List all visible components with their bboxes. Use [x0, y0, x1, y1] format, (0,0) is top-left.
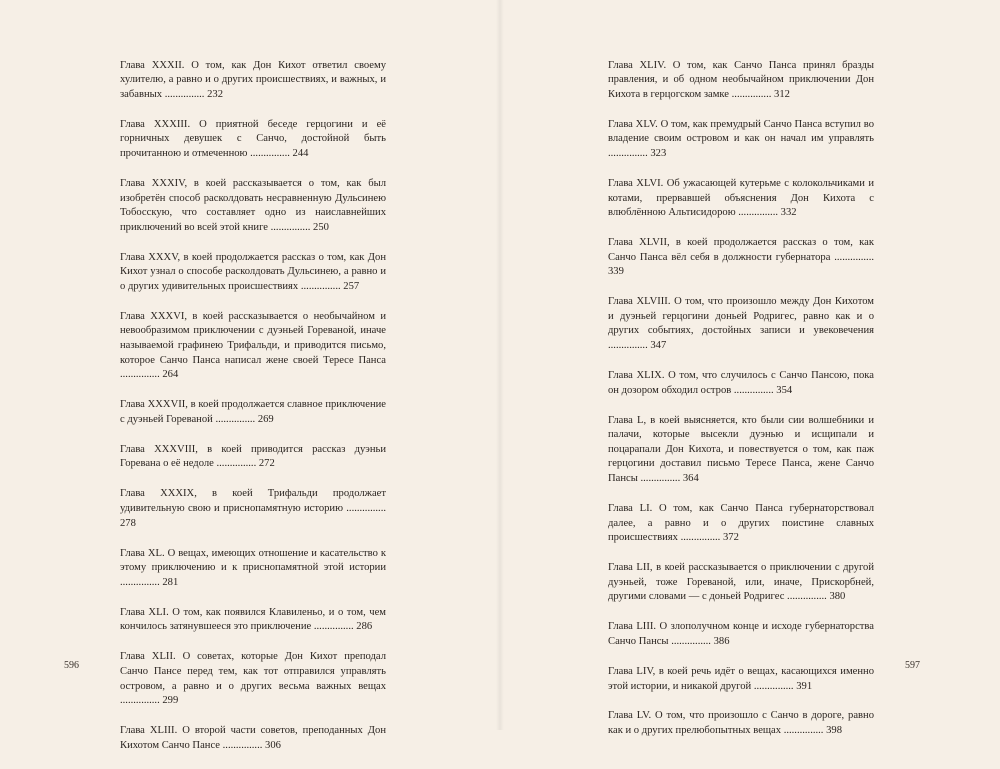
- toc-page-number: 364: [682, 473, 699, 484]
- toc-entry: Глава LII, в коей рассказывается о приключении с другой дуэньей, тоже Гореваной, или, иначе, Прискорбней, другими словами — с доньей Родригес ............... 380: [608, 562, 874, 603]
- toc-page-number: 312: [774, 88, 790, 100]
- page-number-left: 596: [64, 660, 79, 671]
- book-gutter: [496, 0, 504, 730]
- toc-entry: Глава LIII. О злополучном конце и исходе губернаторства Санчо Пансы ............... 386: [608, 621, 874, 647]
- toc-entry: Глава XXXVII, в коей продолжается славное приключение с дуэньей Гореваной ............... 269: [120, 399, 386, 425]
- toc-page-number: 323: [650, 147, 667, 159]
- toc-page-number: 250: [313, 221, 329, 233]
- toc-column-left: [120, 48, 386, 769]
- toc-entry: Глава XLV. О том, как премудрый Санчо Панса вступил во владение своим островом и как он начал им управлять ............... 323: [608, 118, 874, 159]
- toc-page-number: 281: [162, 576, 179, 588]
- toc-page-number: 299: [162, 695, 179, 707]
- toc-entry: Глава XLI. О том, как появился Клавиленьо, и о том, чем кончилось затянувшееся это приключение ............... 286: [120, 606, 386, 633]
- toc-entry: Глава XLIII. О второй части советов, преподанных Дон Кихотом Санчо Пансе ............... 306: [120, 725, 386, 751]
- toc-page-number: 272: [258, 458, 275, 470]
- toc-page-number: 347: [650, 340, 667, 352]
- toc-page-number: 306: [265, 739, 281, 751]
- toc-entry: Глава LV. О том, что произошло с Санчо в дороге, равно как и о других прелюбопытных вещах ............... 398: [608, 710, 874, 737]
- toc-page-number: 278: [120, 517, 136, 529]
- toc-page-number: 380: [829, 591, 846, 603]
- toc-entry: Глава XXXVI, в коей рассказывается о необычайном и невообразимом приключении с дуэньей Гореваной, иначе называемой графинею Трифальди, и приводится письмо, которое Санчо Панса написал жене своей Тересе Панса ............... 264: [120, 310, 386, 381]
- toc-entry: Глава XLVII, в коей продолжается рассказ о том, как Санчо Панса вёл себя в должности губернатора ............... 339: [608, 237, 874, 278]
- toc-page-number: 269: [257, 413, 274, 425]
- toc-entry: Глава XLVI. Об ужасающей кутерьме с колокольчиками и котами, прервавшей объяснения Дон Кихота с влюблённою Альтисидорою ............... 332: [608, 177, 874, 219]
- toc-page-number: 264: [162, 369, 179, 381]
- toc-entry: Глава XXXII. О том, как Дон Кихот ответил своему хулителю, а равно и о других происшествиях, и важных, и забавных ............... 232: [120, 59, 386, 100]
- toc-page-number: 244: [292, 147, 309, 159]
- toc-page-number: 332: [780, 207, 797, 219]
- toc-page-number: 286: [356, 621, 373, 633]
- toc-entry: Глава XXXV, в коей продолжается рассказ о том, как Дон Кихот узнал о способе расколдовать Дульсинею, а равно и о других удивительных происшествиях ............... 257: [120, 251, 386, 292]
- toc-entry: Глава XXXVIII, в коей приводится рассказ дуэньи Горевана о её недоле ............... 272: [120, 443, 386, 470]
- toc-page-number: 372: [722, 532, 739, 544]
- toc-page-number: 391: [796, 680, 813, 692]
- toc-column-right: [608, 48, 874, 754]
- toc-entry: Глава XLVIII. О том, что произошло между Дон Кихотом и дуэньей герцогини доньей Родригес, равно как и о других событиях, достойных записи и увековечения ............... 347: [608, 296, 874, 352]
- toc-entry: Глава XLIX. О том, что случилось с Санчо Пансою, пока он дозором обходил остров ............... 354: [608, 370, 874, 396]
- toc-entry: Глава XXXIV, в коей рассказывается о том, как был изобретён способ расколдовать несравненную Дульсинею Тобосскую, что составляет одно из наиславнейших приключений во всей этой книге ............... 250: [120, 177, 386, 233]
- toc-entry: Глава XLIV. О том, как Санчо Панса принял бразды правления, и об одном необычайном приключении Дон Кихота в герцогском замке ............... 312: [608, 59, 874, 100]
- toc-page-number: 398: [826, 725, 842, 737]
- toc-entry: Глава L, в коей выясняется, кто были сии волшебники и палачи, которые высекли дуэнью и исщипали и поцарапали Дон Кихота, и повествуется о том, как паж герцогини доставил письмо Тересе Панса, жене Санчо Пансы ............... 364: [608, 414, 874, 484]
- toc-page-number: 232: [207, 88, 223, 100]
- toc-page-number: 354: [776, 384, 793, 396]
- toc-entry: Глава XXXIII. О приятной беседе герцогини и её горничных девушек с Санчо, достойной быть прочитанною и отмеченною ............... 244: [120, 118, 386, 159]
- toc-entry: Глава LI. О том, как Санчо Панса губернаторствовал далее, а равно и о других поистине славных происшествиях ............... 372: [608, 502, 874, 544]
- toc-page-number: 257: [343, 280, 360, 292]
- toc-entry: Глава XL. О вещах, имеющих отношение и касательство к этому приключению и к приснопамятной этой истории ............... 281: [120, 547, 386, 588]
- right-page: [504, 0, 1000, 737]
- page-number-right: 597: [905, 660, 920, 671]
- toc-entry: Глава XLII. О советах, которые Дон Кихот преподал Санчо Пансе перед тем, как тот отправился управлять островом, а равно и о других весьма важных вещах ............... 299: [120, 651, 386, 707]
- toc-page-number: 339: [608, 266, 624, 278]
- left-page: [0, 0, 496, 751]
- toc-entry: Глава LIV, в коей речь идёт о вещах, касающихся именно этой истории, и никакой другой ............... 391: [608, 665, 874, 692]
- toc-page-number: 386: [713, 635, 730, 647]
- toc-entry: Глава XXXIX, в коей Трифальди продолжает удивительную свою и приснопамятную историю ............... 278: [120, 488, 386, 529]
